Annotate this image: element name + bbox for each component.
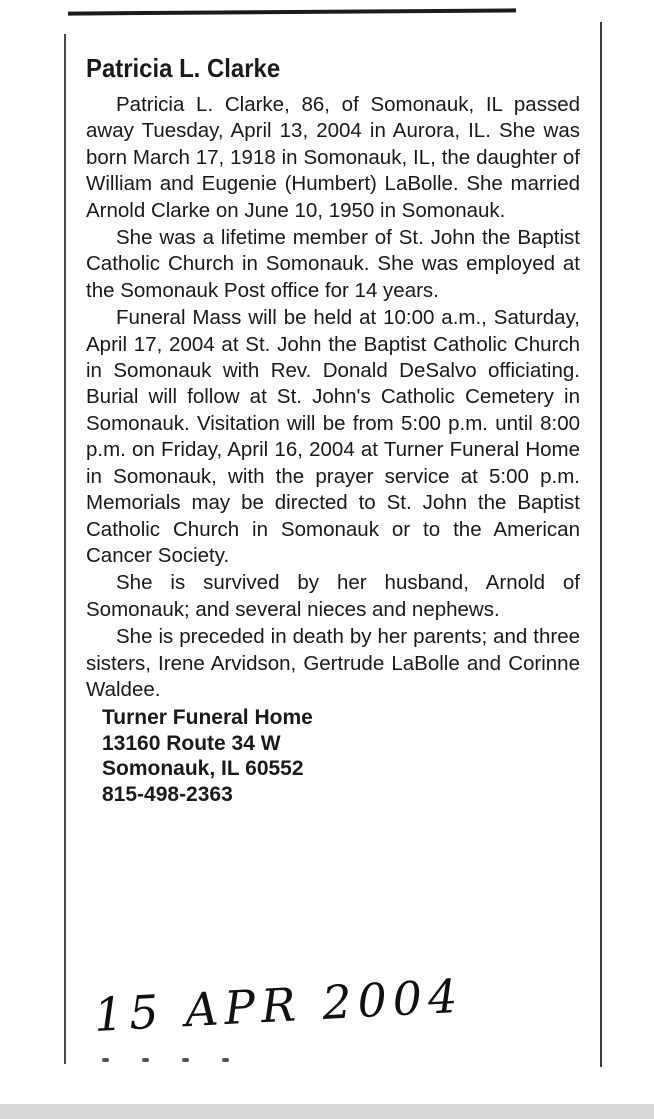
top-rule bbox=[68, 8, 516, 15]
scan-speck bbox=[182, 1058, 189, 1062]
right-column-rule bbox=[600, 22, 602, 1067]
scan-artifacts bbox=[100, 1056, 260, 1064]
paragraph-services: Funeral Mass will be held at 10:00 a.m., Saturday, April 17, 2004 at St. John the Baptist Catholic Church in Somonauk with Rev. Donald DeSalvo officiating. Burial will follow at St. John's Catholic Cemetery in Somonauk. Visitation will be from 5:00 p.m. until 8:00 p.m. on Friday, April 16, 2004 at Turner Funeral Home in Somonauk, with the prayer service at 5:00 p.m. Memorials may be directed to St. John the Baptist Catholic Church in Somonauk or to the American Cancer Society. bbox=[86, 306, 580, 567]
paragraph-membership: She was a lifetime member of St. John the Baptist Catholic Church in Somonauk. She was employed at the Somonauk Post office for 14 years. bbox=[86, 226, 580, 302]
funeral-home-street: 13160 Route 34 W bbox=[102, 731, 281, 755]
scan-bottom-band bbox=[0, 1104, 654, 1119]
paragraph-preceded: She is preceded in death by her parents; and three sisters, Irene Arvidson, Gertrude LaBolle and Corinne Waldee. bbox=[86, 625, 580, 701]
obituary-clipping bbox=[86, 50, 580, 807]
scan-speck bbox=[142, 1058, 149, 1062]
funeral-home-phone: 815-498-2363 bbox=[102, 782, 233, 806]
scan-speck bbox=[102, 1058, 109, 1062]
obituary-headline: Patricia L. Clarke bbox=[86, 53, 281, 83]
funeral-home-address bbox=[86, 705, 580, 807]
paragraph-death-notice: Patricia L. Clarke, 86, of Somonauk, IL passed away Tuesday, April 13, 2004 in Aurora, IL. She was born March 17, 1918 in Somonauk, IL, the daughter of William and Eugenie (Humbert) LaBolle. She married Arnold Clarke on June 10, 1950 in Somonauk. bbox=[86, 93, 580, 222]
paragraph-survivors: She is survived by her husband, Arnold of Somonauk; and several nieces and nephews. bbox=[86, 571, 580, 621]
handwritten-date: 15 APR 2004 bbox=[92, 968, 465, 1042]
obituary-body bbox=[86, 92, 580, 703]
funeral-home-city: Somonauk, IL 60552 bbox=[102, 757, 304, 781]
left-column-rule bbox=[64, 34, 66, 1064]
funeral-home-name: Turner Funeral Home bbox=[102, 706, 313, 730]
scan-speck bbox=[222, 1058, 229, 1062]
